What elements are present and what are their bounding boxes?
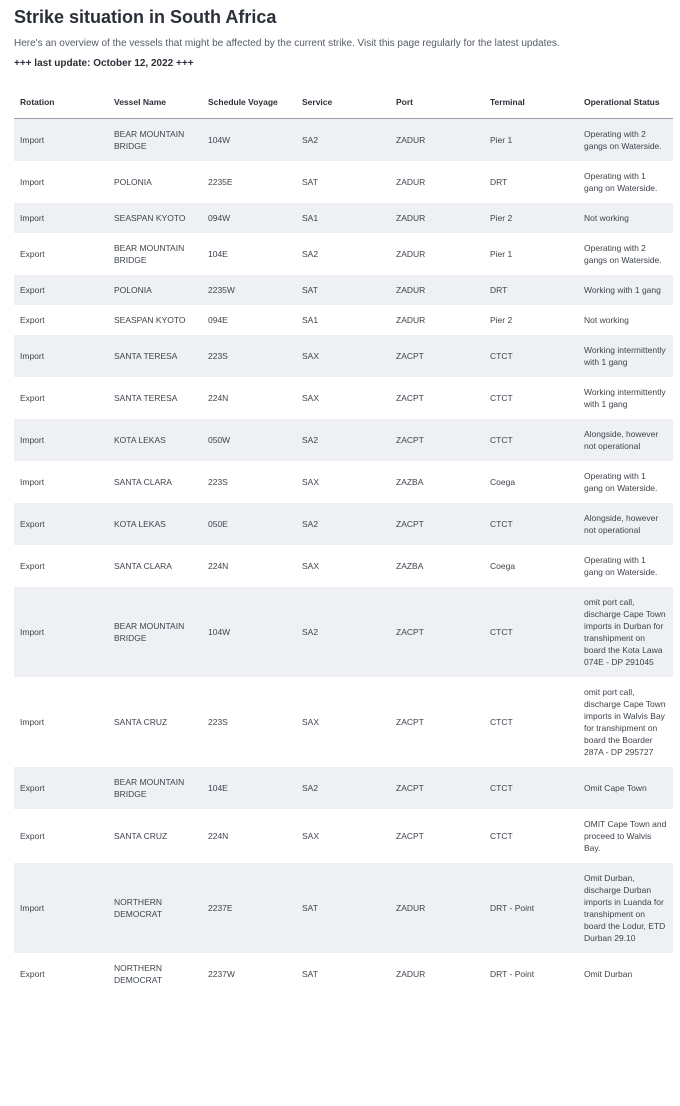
cell-port: ZACPT — [390, 767, 484, 809]
cell-schedule-voyage: 223S — [208, 477, 228, 487]
cell-terminal: CTCT — [484, 503, 578, 545]
cell-schedule-voyage: 223S — [202, 335, 296, 377]
cell-schedule-voyage: 104W — [202, 119, 296, 162]
last-update-text: +++ last update: October 12, 2022 +++ — [14, 58, 194, 69]
cell-schedule-voyage: 050E — [202, 503, 296, 545]
cell-port: ZADUR — [396, 315, 426, 325]
table-row — [14, 377, 673, 419]
cell-rotation: Export — [20, 969, 45, 979]
cell-operational-status: Operating with 2 gangs on Waterside. — [584, 243, 662, 265]
cell-port: ZACPT — [390, 335, 484, 377]
cell-operational-status: Operating with 1 gang on Waterside. — [584, 555, 658, 577]
cell-port: ZACPT — [396, 831, 424, 841]
cell-operational-status: omit port call, discharge Cape Town imports in Durban for transhipment on board the Kota Lawa 074E - DP 291045 — [578, 587, 673, 677]
cell-rotation: Import — [14, 335, 108, 377]
cell-service: SAX — [302, 393, 320, 403]
cell-service: SAX — [302, 561, 320, 571]
cell-port: ZACPT — [390, 503, 484, 545]
cell-rotation: Export — [20, 561, 45, 571]
cell-service: SA1 — [302, 315, 319, 325]
cell-rotation: Import — [20, 477, 45, 487]
intro-text: Here's an overview of the vessels that might be affected by the current strike. Visit this page regularly for the latest updates. — [14, 38, 560, 49]
table-header — [14, 86, 673, 119]
cell-service: SA2 — [296, 419, 390, 461]
cell-rotation: Export — [14, 767, 108, 809]
cell-vessel-name: KOTA LEKAS — [108, 419, 202, 461]
header-schedule-voyage: Schedule Voyage — [202, 86, 296, 119]
cell-vessel-name: SANTA TERESA — [108, 335, 202, 377]
cell-rotation: Export — [14, 275, 108, 305]
cell-schedule-voyage: 224N — [208, 831, 229, 841]
cell-schedule-voyage: 2237E — [202, 863, 296, 953]
cell-operational-status: Working intermittently with 1 gang — [584, 387, 666, 409]
cell-service: SAX — [302, 831, 320, 841]
cell-operational-status: OMIT Cape Town and proceed to Walvis Bay. — [584, 819, 667, 853]
table-row — [14, 953, 673, 995]
cell-rotation: Export — [20, 831, 45, 841]
header-rotation: Rotation — [14, 86, 108, 119]
header-terminal: Terminal — [484, 86, 578, 119]
page-title: Strike situation in South Africa — [14, 7, 277, 27]
cell-terminal: DRT — [490, 177, 508, 187]
cell-service: SAT — [296, 275, 390, 305]
cell-schedule-voyage: 050W — [202, 419, 296, 461]
cell-terminal: CTCT — [484, 419, 578, 461]
cell-terminal: Pier 1 — [484, 119, 578, 162]
cell-port: ZAZBA — [396, 561, 424, 571]
cell-port: ZADUR — [390, 275, 484, 305]
cell-service: SA1 — [296, 203, 390, 233]
header-operational-status: Operational Status — [578, 86, 673, 119]
cell-vessel-name: SEASPAN KYOTO — [114, 315, 186, 325]
cell-schedule-voyage: 094W — [202, 203, 296, 233]
cell-operational-status: Omit Durban — [584, 969, 633, 979]
table-row — [14, 335, 673, 377]
cell-vessel-name: SANTA CLARA — [114, 561, 172, 571]
cell-vessel-name: SEASPAN KYOTO — [108, 203, 202, 233]
table-row — [14, 677, 673, 767]
cell-operational-status: Working with 1 gang — [578, 275, 673, 305]
table-body — [14, 119, 673, 996]
cell-terminal: Pier 2 — [490, 315, 513, 325]
cell-service: SAT — [302, 969, 318, 979]
cell-operational-status: Not working — [578, 203, 673, 233]
cell-service: SA2 — [296, 503, 390, 545]
cell-port: ZADUR — [396, 249, 426, 259]
cell-terminal: Coega — [490, 477, 516, 487]
cell-rotation: Import — [14, 587, 108, 677]
cell-operational-status: Omit Durban, discharge Durban imports in Luanda for transhipment on board the Lodur, ETD Durban 29.10 — [578, 863, 673, 953]
cell-service: SA2 — [296, 119, 390, 162]
table-row — [14, 305, 673, 335]
cell-vessel-name: SANTA TERESA — [114, 393, 178, 403]
cell-vessel-name: BEAR MOUNTAIN BRIDGE — [108, 119, 202, 162]
cell-operational-status: Alongside, however not operational — [578, 503, 673, 545]
cell-rotation: Import — [14, 863, 108, 953]
table-row — [14, 503, 673, 545]
cell-port: ZADUR — [396, 177, 426, 187]
cell-service: SA2 — [302, 249, 319, 259]
header-port: Port — [390, 86, 484, 119]
cell-port: ZADUR — [390, 203, 484, 233]
cell-port: ZADUR — [396, 969, 426, 979]
table-row — [14, 119, 673, 162]
cell-operational-status: Operating with 1 gang on Waterside. — [584, 171, 658, 193]
cell-rotation: Import — [14, 119, 108, 162]
cell-terminal: DRT — [484, 275, 578, 305]
table-row — [14, 545, 673, 587]
cell-vessel-name: NORTHERN DEMOCRAT — [108, 863, 202, 953]
cell-port: ZACPT — [390, 587, 484, 677]
cell-schedule-voyage: 2235E — [208, 177, 233, 187]
cell-vessel-name: SANTA CRUZ — [114, 717, 168, 727]
cell-port: ZACPT — [396, 393, 424, 403]
cell-rotation: Export — [20, 393, 45, 403]
cell-rotation: Export — [20, 315, 45, 325]
cell-service: SAX — [296, 335, 390, 377]
table-row — [14, 275, 673, 305]
table-row — [14, 203, 673, 233]
cell-vessel-name: KOTA LEKAS — [108, 503, 202, 545]
cell-operational-status: Working intermittently with 1 gang — [578, 335, 673, 377]
cell-rotation: Import — [14, 419, 108, 461]
cell-vessel-name: NORTHERN DEMOCRAT — [114, 963, 163, 985]
cell-port: ZACPT — [390, 419, 484, 461]
table-row — [14, 809, 673, 863]
cell-vessel-name: BEAR MOUNTAIN BRIDGE — [108, 587, 202, 677]
cell-rotation: Export — [14, 503, 108, 545]
header-service: Service — [296, 86, 390, 119]
cell-service: SAX — [302, 477, 320, 487]
cell-terminal: Pier 1 — [490, 249, 513, 259]
cell-port: ZADUR — [390, 119, 484, 162]
cell-terminal: Coega — [490, 561, 516, 571]
table-row — [14, 461, 673, 503]
header-row — [14, 86, 673, 119]
cell-schedule-voyage: 2235W — [202, 275, 296, 305]
table-row — [14, 587, 673, 677]
cell-schedule-voyage: 094E — [208, 315, 228, 325]
cell-vessel-name: BEAR MOUNTAIN BRIDGE — [114, 243, 185, 265]
cell-service: SA2 — [296, 587, 390, 677]
cell-terminal: DRT - Point — [484, 863, 578, 953]
cell-terminal: DRT - Point — [490, 969, 535, 979]
cell-operational-status: Alongside, however not operational — [578, 419, 673, 461]
table-row — [14, 161, 673, 203]
cell-service: SA2 — [296, 767, 390, 809]
cell-operational-status: Omit Cape Town — [578, 767, 673, 809]
cell-rotation: Export — [20, 249, 45, 259]
table-row — [14, 233, 673, 275]
cell-schedule-voyage: 104W — [202, 587, 296, 677]
cell-schedule-voyage: 224N — [208, 561, 229, 571]
cell-vessel-name: BEAR MOUNTAIN BRIDGE — [108, 767, 202, 809]
cell-service: SAT — [296, 863, 390, 953]
cell-terminal: CTCT — [484, 767, 578, 809]
cell-port: ZADUR — [390, 863, 484, 953]
cell-terminal: CTCT — [490, 717, 513, 727]
table-row — [14, 419, 673, 461]
cell-schedule-voyage: 223S — [208, 717, 228, 727]
cell-vessel-name: SANTA CLARA — [114, 477, 172, 487]
cell-operational-status: Not working — [584, 315, 629, 325]
vessel-table — [14, 86, 673, 995]
cell-terminal: Pier 2 — [484, 203, 578, 233]
cell-operational-status: Operating with 1 gang on Waterside. — [584, 471, 658, 493]
cell-operational-status: Operating with 2 gangs on Waterside. — [578, 119, 673, 162]
table-row — [14, 863, 673, 953]
cell-schedule-voyage: 104E — [202, 767, 296, 809]
cell-schedule-voyage: 224N — [208, 393, 229, 403]
cell-vessel-name: SANTA CRUZ — [114, 831, 168, 841]
header-vessel-name: Vessel Name — [108, 86, 202, 119]
cell-terminal: CTCT — [484, 335, 578, 377]
cell-service: SAX — [302, 717, 320, 727]
cell-port: ZACPT — [396, 717, 424, 727]
cell-terminal: CTCT — [490, 393, 513, 403]
table-row — [14, 767, 673, 809]
cell-rotation: Import — [14, 203, 108, 233]
cell-rotation: Import — [20, 717, 45, 727]
cell-operational-status: omit port call, discharge Cape Town imports in Walvis Bay for transhipment on board the Boarder 287A - DP 295727 — [584, 687, 666, 757]
cell-vessel-name: POLONIA — [114, 177, 152, 187]
cell-terminal: CTCT — [484, 587, 578, 677]
cell-schedule-voyage: 2237W — [208, 969, 235, 979]
cell-rotation: Import — [20, 177, 45, 187]
cell-terminal: CTCT — [490, 831, 513, 841]
cell-service: SAT — [302, 177, 318, 187]
cell-vessel-name: POLONIA — [108, 275, 202, 305]
cell-port: ZAZBA — [396, 477, 424, 487]
cell-schedule-voyage: 104E — [208, 249, 228, 259]
